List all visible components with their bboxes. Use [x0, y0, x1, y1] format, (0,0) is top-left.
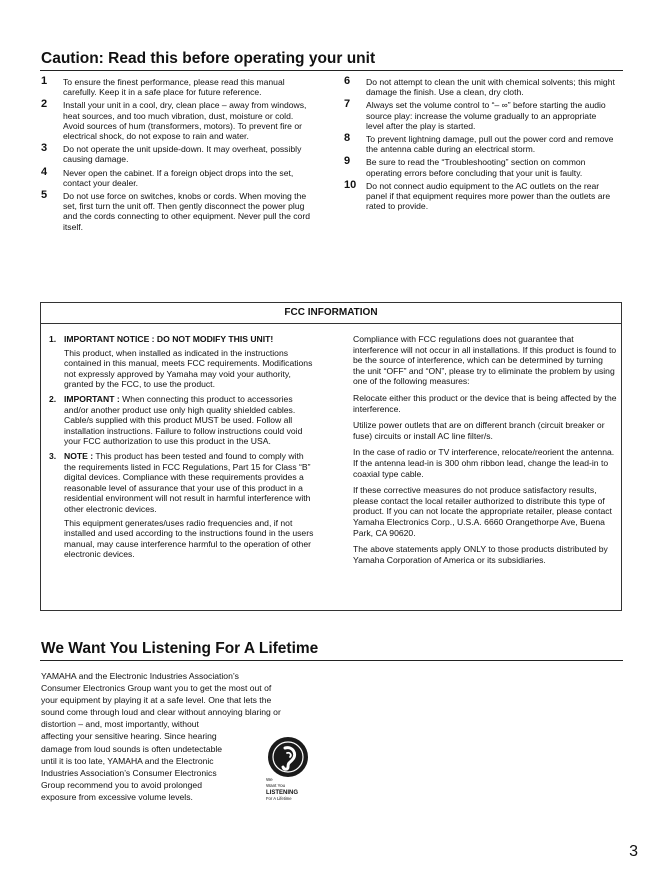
item-text: Do not connect audio equipment to the AC outlets on the rear panel if that equipment requires more power than the outlets are rated to provide.: [366, 180, 611, 212]
paragraph-line: Consumer Electronics Group want you to get the most out of: [41, 683, 272, 694]
paragraph-line: YAMAHA and the Electronic Industries Association’s: [41, 671, 239, 681]
logo-line-3: LISTENING: [266, 790, 299, 796]
logo-line-1: We: [266, 777, 273, 782]
fcc-paragraph: Utilize power outlets that are on different branch (circuit breaker or fuse) circuits or install AC line filter/s.: [353, 420, 605, 441]
paragraph-line: distortion – and, most importantly, without: [41, 719, 199, 730]
paragraph-line: exposure from excessive volume levels.: [41, 791, 193, 802]
item-number: 1: [41, 75, 48, 87]
paragraph-line: damage from loud sounds is often undetectable: [41, 743, 223, 754]
item-number: 3: [41, 142, 48, 155]
fcc-notice-item: [49, 334, 317, 390]
page-number: 3: [629, 843, 638, 860]
caution-item: [41, 165, 311, 188]
paragraph-line: affecting your sensitive hearing. Since hearing: [41, 731, 217, 742]
fcc-paragraph: Compliance with FCC regulations does not guarantee that interference will not occur in all installations. If this product is found to be the source of interference, which can be determined by turning the unit “OFF” and “ON”, please try to eliminate the problem by using one of the following measures:: [353, 334, 617, 387]
caution-item: [41, 144, 311, 164]
caution-item: [344, 134, 616, 154]
caution-item: [41, 100, 311, 141]
item-text: Install your unit in a cool, dry, clean place – away from windows, heat sources, and too much vibration, dust, moisture or cold. Avoid sources of hum (transformers, motors). To prevent fire or electrical shock, do not expose to rain and water.: [63, 100, 307, 142]
item-number: 9: [344, 155, 351, 168]
item-number: 7: [344, 98, 351, 111]
paragraph-line: Industries Association’s Consumer Electronics: [41, 767, 217, 778]
notice-extra: This equipment generates/uses radio frequencies and, if not installed and used according to the instructions found in the users manual, may cause interference harmful to the operation of other electronic devices.: [64, 517, 314, 560]
notice-body: This product has been tested and found to comply with the requirements listed in FCC Regulations, Part 15 for Class “B” digital devices. Compliance with these requirements provides a reasonable level of assurance that your use of this product in a residential environment will not result in harmful interference with other electronic devices.: [64, 450, 311, 514]
caution-item: [41, 77, 311, 97]
item-number: 2: [41, 98, 48, 111]
notice-heading: IMPORTANT NOTICE : DO NOT MODIFY THIS UNIT!: [64, 334, 274, 344]
item-text: Do not attempt to clean the unit with chemical solvents; this might damage the finish. Use a clean, dry cloth.: [366, 77, 615, 98]
logo-ear-badge: [268, 737, 308, 777]
fcc-compliance-text: [353, 334, 617, 571]
caution-item: [41, 191, 311, 232]
caution-rule: [40, 70, 623, 71]
caution-list-right: [344, 77, 616, 214]
item-text: Never open the cabinet. If a foreign object drops into the set, contact your dealer.: [63, 167, 294, 188]
fcc-paragraph: The above statements apply ONLY to those products distributed by Yamaha Corporation of America or its subsidiaries.: [353, 544, 608, 565]
item-text: Do not operate the unit upside-down. It may overheat, possibly causing damage.: [63, 144, 302, 165]
caution-item: [344, 178, 616, 212]
notice-number: 1.: [49, 334, 57, 344]
logo-line-4: For A Lifetime: [266, 796, 292, 801]
item-text: To prevent lightning damage, pull out the power cord and remove the antenna cable during an electrical storm.: [366, 134, 614, 155]
caution-item: [344, 77, 616, 97]
item-text: To ensure the finest performance, please read this manual carefully. Keep it in a safe place for future reference.: [63, 77, 285, 98]
notice-body: This product, when installed as indicated in the instructions contained in this manual, meets FCC requirements. Modifications not expressly approved by Yamaha may void your authority, granted by the FCC, to use the product.: [64, 347, 313, 390]
listening-lifetime-logo: [263, 736, 313, 806]
caution-heading: Caution: Read this before operating your unit: [41, 50, 376, 67]
fcc-paragraph: In the case of radio or TV interference, relocate/reorient the antenna. If the antenna lead-in is 300 ohm ribbon lead, change the lead-in to coaxial type cable.: [353, 447, 615, 479]
paragraph-line: your equipment by playing it at a safe level. One that lets the: [41, 695, 272, 706]
paragraph-line: sound come through loud and clear without annoying blaring or: [41, 707, 281, 718]
paragraph-line: until it is too late, YAMAHA and the Electronic: [41, 755, 214, 766]
item-number: 6: [344, 75, 351, 87]
item-text: Always set the volume control to “– ∞” before starting the audio source play: increase the volume gradually to an appropriate level after the play is started.: [366, 100, 606, 131]
fcc-notice-item: [49, 394, 317, 447]
caution-item: [344, 100, 616, 131]
item-number: 8: [344, 132, 351, 145]
lifetime-rule: [40, 660, 623, 661]
logo-line-2: Want You: [266, 783, 286, 788]
caution-item: [344, 157, 616, 177]
notice-heading: IMPORTANT :: [64, 393, 120, 404]
fcc-paragraph: If these corrective measures do not produce satisfactory results, please contact the local retailer authorized to distribute this type of product. If you can not locate the appropriate retailer, please contact Yamaha Electronics Corp., U.S.A. 6660 Orangethorpe Ave, Buena Park, CA 90620.: [353, 485, 612, 538]
notice-body: When connecting this product to accessories and/or another product use only high quality shielded cables. Cable/s supplied with this product MUST be used. Follow all installation instructions. Failure to follow instructions could void your FCC authorization to use this product in the USA.: [64, 393, 303, 447]
item-text: Do not use force on switches, knobs or cords. When moving the set, first turn the unit off. Then gently disconnect the power plug and the cords connecting to other equipment. Never pull the cord itself.: [63, 191, 310, 232]
notice-heading: NOTE :: [64, 450, 94, 461]
lifetime-heading: We Want You Listening For A Lifetime: [41, 640, 319, 657]
fcc-notice-item: [49, 451, 317, 560]
fcc-notice-list: [49, 334, 317, 564]
item-text: Be sure to read the “Troubleshooting” section on common operating errors before concluding that your unit is faulty.: [366, 157, 586, 178]
notice-number: 3.: [49, 450, 57, 461]
paragraph-line: Group recommend you to avoid prolonged: [41, 779, 202, 790]
notice-number: 2.: [49, 393, 57, 404]
item-number: 10: [344, 178, 357, 191]
fcc-paragraph: Relocate either this product or the device that is being affected by the interference.: [353, 392, 617, 414]
fcc-title: FCC INFORMATION: [41, 303, 621, 324]
caution-list-left: [41, 77, 311, 235]
item-number: 5: [41, 189, 48, 202]
fcc-information-box: [40, 302, 622, 611]
item-number: 4: [41, 165, 48, 178]
